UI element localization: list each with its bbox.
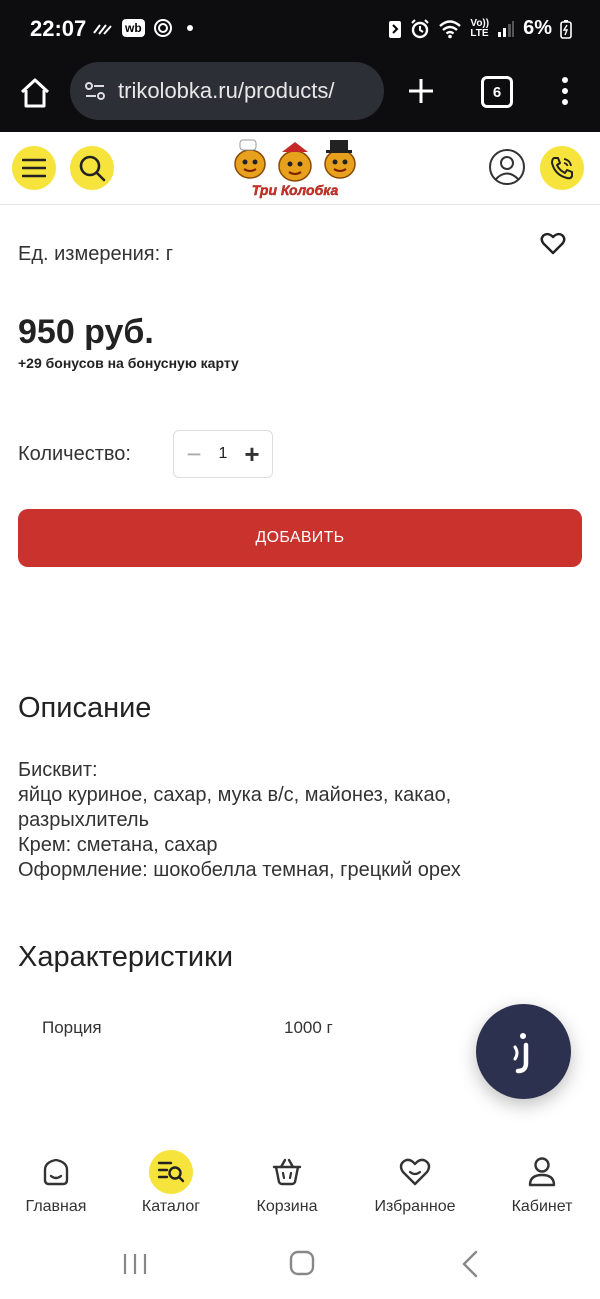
bonus-text: +29 бонусов на бонусную карту xyxy=(18,355,239,371)
system-navigation-bar xyxy=(0,1230,600,1299)
quantity-stepper xyxy=(173,430,273,478)
url-text: trikolobka.ru/products/ xyxy=(118,78,335,103)
quantity-value[interactable]: 1 xyxy=(218,445,228,462)
home-icon xyxy=(34,1150,78,1194)
quantity-increase-button[interactable]: + xyxy=(244,438,260,469)
nav-account[interactable] xyxy=(487,1150,597,1230)
description-line: разрыхлитель xyxy=(18,809,150,831)
site-settings-icon[interactable] xyxy=(82,78,108,104)
alarm-icon xyxy=(410,19,430,39)
phone-icon xyxy=(549,155,575,181)
call-button[interactable] xyxy=(540,146,584,190)
site-header xyxy=(0,132,600,205)
heart-icon xyxy=(393,1150,437,1194)
product-price: 950 руб. xyxy=(18,313,154,351)
chat-widget-button[interactable] xyxy=(476,1004,571,1099)
bottom-navigation xyxy=(0,1140,600,1230)
notification-dot xyxy=(187,25,193,31)
status-right-icons xyxy=(388,17,572,40)
browser-toolbar xyxy=(0,60,600,132)
wb-badge: wb xyxy=(122,19,145,37)
site-logo[interactable] xyxy=(220,134,370,200)
user-icon xyxy=(520,1150,564,1194)
chat-logo-icon xyxy=(504,1027,544,1077)
search-icon xyxy=(78,154,106,182)
cell-signal-icon xyxy=(497,20,515,38)
basket-icon xyxy=(265,1150,309,1194)
more-menu-icon[interactable] xyxy=(556,74,574,108)
signal-noise-icon xyxy=(92,19,114,37)
spiral-app-icon xyxy=(153,18,173,38)
add-to-cart-button[interactable]: ДОБАВИТЬ xyxy=(18,509,582,567)
tab-count: 6 xyxy=(492,83,502,101)
description-line: Крем: сметана, сахар xyxy=(18,834,218,856)
back-icon[interactable] xyxy=(460,1250,480,1278)
description-line: яйцо куриное, сахар, мука в/с, майонез, какао, xyxy=(18,784,452,806)
volte-lte-label: Vo)) LTE xyxy=(470,17,490,39)
recent-apps-icon[interactable] xyxy=(122,1252,148,1276)
description-text xyxy=(18,758,578,883)
battery-saver-icon xyxy=(388,19,402,39)
nav-label: Каталог xyxy=(141,1198,201,1215)
battery-percent: 6% xyxy=(523,17,552,39)
kolobki-logo-icon xyxy=(220,134,370,200)
unit-label: Ед. измерения: г xyxy=(18,243,174,265)
address-bar[interactable] xyxy=(70,62,384,120)
description-title: Описание xyxy=(18,692,152,724)
nav-cart[interactable] xyxy=(232,1150,342,1230)
characteristic-value: 1000 г xyxy=(284,1018,333,1037)
nav-catalog[interactable] xyxy=(116,1150,226,1230)
catalog-search-icon xyxy=(149,1150,193,1194)
nav-favorites[interactable] xyxy=(360,1150,470,1230)
nav-label: Избранное xyxy=(374,1198,456,1215)
battery-charging-icon xyxy=(560,19,572,39)
description-line: Бисквит: xyxy=(18,759,98,781)
characteristic-name: Порция xyxy=(42,1018,102,1037)
description-line: Оформление: шокобелла темная, грецкий орех xyxy=(18,859,461,881)
characteristics-title: Характеристики xyxy=(18,941,234,973)
system-home-icon[interactable] xyxy=(289,1250,315,1276)
profile-icon[interactable] xyxy=(488,148,526,186)
status-left-icons xyxy=(92,18,193,38)
hamburger-icon xyxy=(22,158,46,178)
home-icon[interactable] xyxy=(18,76,52,110)
new-tab-icon[interactable] xyxy=(404,74,438,108)
nav-label: Кабинет xyxy=(511,1198,573,1215)
favorite-heart-icon[interactable] xyxy=(540,232,566,256)
nav-home[interactable] xyxy=(1,1150,111,1230)
wifi-icon xyxy=(438,19,462,39)
quantity-label: Количество: xyxy=(18,443,131,465)
nav-label: Главная xyxy=(25,1198,87,1215)
tab-switcher-button[interactable] xyxy=(481,76,513,108)
logo-text: Три Колобка xyxy=(251,182,339,198)
menu-button[interactable] xyxy=(12,146,56,190)
search-button[interactable] xyxy=(70,146,114,190)
nav-label: Корзина xyxy=(256,1198,318,1215)
status-bar xyxy=(0,0,600,60)
status-time: 22:07 xyxy=(30,16,87,41)
quantity-decrease-button[interactable]: − xyxy=(186,438,202,469)
